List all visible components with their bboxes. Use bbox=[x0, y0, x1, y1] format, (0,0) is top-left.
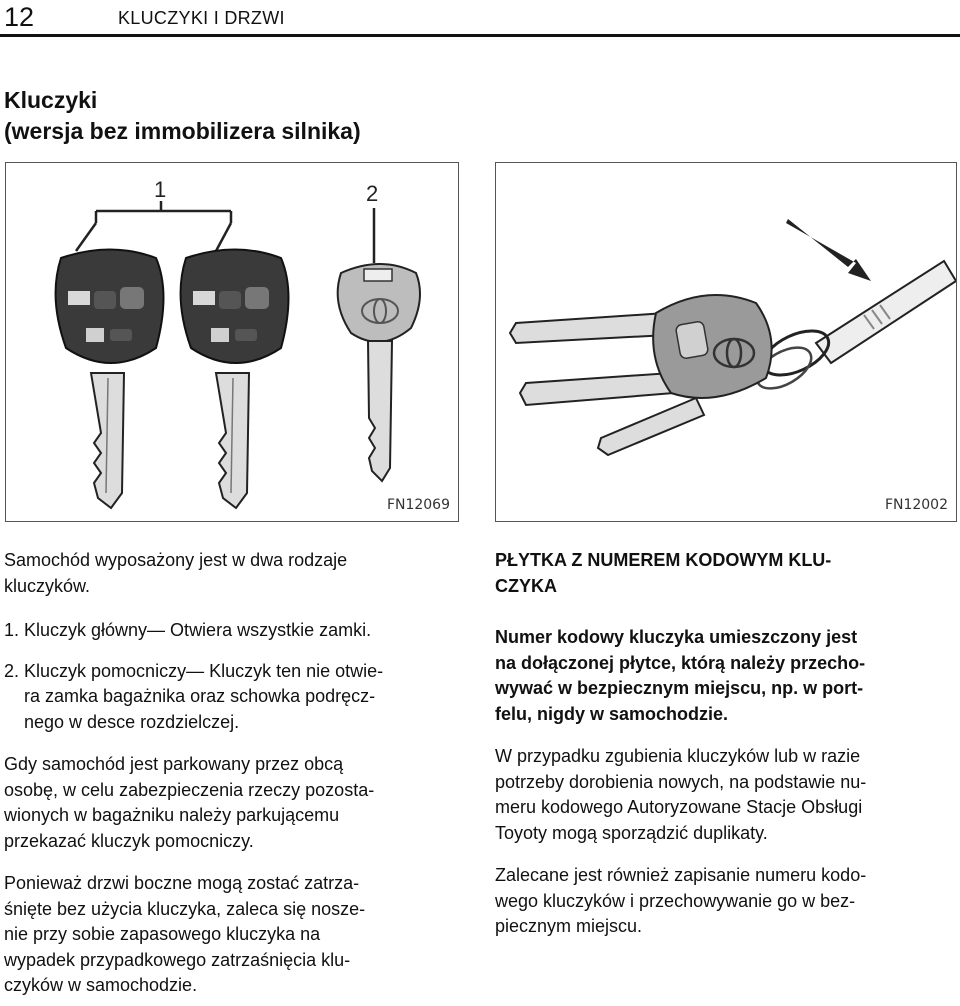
valet-line-4: przekazać kluczyk pomocniczy. bbox=[4, 830, 254, 851]
spare-line-1: Ponieważ drzwi boczne mogą zostać zatrza- bbox=[4, 873, 360, 893]
valet-line-3: wionych w bagażniku należy parkującemu bbox=[4, 805, 340, 825]
list-item-2-line3: nego w desce rozdzielczej. bbox=[24, 711, 240, 732]
spare-line-3: nie przy sobie zapasowego kluczyka na bbox=[4, 924, 321, 944]
header-rule bbox=[0, 34, 960, 37]
list-item-2-line2: ra zamka bagażnika oraz schowka podręcz- bbox=[24, 686, 376, 706]
left-column bbox=[4, 548, 449, 999]
spare-line-4: wypadek przypadkowego zatrzaśnięcia klu- bbox=[4, 949, 351, 970]
page-header bbox=[0, 0, 960, 40]
keys-illustration bbox=[6, 163, 458, 521]
right-column bbox=[495, 548, 955, 940]
key-blade-3 bbox=[598, 398, 704, 455]
lost-line-3: meru kodowego Autoryzowane Stacje Obsługi bbox=[495, 797, 863, 817]
page-number: 12 bbox=[4, 2, 35, 32]
heading-line-2: CZYKA bbox=[495, 575, 557, 596]
bold-line-2: na dołączonej płytce, którą należy przecho- bbox=[495, 652, 866, 673]
callout-1: 1 bbox=[154, 177, 167, 202]
sub-key bbox=[338, 264, 420, 481]
section-title-line2: (wersja bez immobilizera silnika) bbox=[4, 118, 361, 144]
list-item-2 bbox=[4, 659, 449, 736]
key-number-paragraph bbox=[495, 625, 955, 727]
list-item-1: 1. Kluczyk główny— Otwiera wszystkie zamki. bbox=[4, 620, 372, 640]
intro-line-2: kluczyków. bbox=[4, 575, 91, 596]
intro-line-1: Samochód wyposażony jest w dwa rodzaje bbox=[4, 550, 348, 570]
valet-line-2: osobę, w celu zabezpieczenia rzeczy pozosta- bbox=[4, 779, 375, 800]
key-head-front bbox=[653, 295, 771, 398]
lost-line-4: Toyoty mogą sporządzić duplikaty. bbox=[495, 822, 768, 843]
valet-paragraph bbox=[4, 752, 449, 854]
figure-code-right: FN12002 bbox=[884, 497, 948, 513]
master-key-1 bbox=[56, 250, 164, 509]
keys-figure bbox=[5, 162, 459, 522]
spare-line-2: śnięte bez użycia kluczyka, zaleca się nosze- bbox=[4, 898, 366, 919]
figure-code-left: FN12069 bbox=[386, 497, 450, 513]
record-number-paragraph bbox=[495, 863, 955, 940]
bold-line-3: wywać w bezpiecznym miejscu, np. w port- bbox=[495, 678, 864, 698]
lost-line-2: potrzeby dorobienia nowych, na podstawie nu- bbox=[495, 771, 867, 792]
lost-keys-paragraph bbox=[495, 744, 955, 846]
record-line-1: Zalecane jest również zapisanie numeru kodo- bbox=[495, 865, 867, 885]
bold-line-4: felu, nigdy w samochodzie. bbox=[495, 703, 729, 724]
key-blade-2 bbox=[520, 373, 674, 405]
key-ring-illustration bbox=[496, 163, 956, 521]
record-line-2: wego kluczyków i przechowywanie go w bez- bbox=[495, 890, 856, 911]
lost-line-1: W przypadku zgubienia kluczyków lub w razie bbox=[495, 746, 861, 766]
pointer-arrow bbox=[786, 219, 871, 281]
record-line-3: piecznym miejscu. bbox=[495, 916, 643, 936]
master-key-2 bbox=[181, 250, 289, 509]
valet-line-1: Gdy samochód jest parkowany przez obcą bbox=[4, 754, 344, 774]
key-plate-heading bbox=[495, 548, 955, 599]
section-title-line1: Kluczyki bbox=[4, 87, 98, 113]
running-title: KLUCZYKI I DRZWI bbox=[118, 8, 285, 28]
key-plate-figure bbox=[495, 162, 957, 522]
list-item-2-line1: 2. Kluczyk pomocniczy— Kluczyk ten nie otwie- bbox=[4, 660, 384, 681]
key-blade-1 bbox=[510, 313, 668, 343]
spare-key-paragraph bbox=[4, 871, 449, 999]
section-title bbox=[4, 85, 361, 147]
callout-2: 2 bbox=[366, 181, 379, 206]
heading-line-1: PŁYTKA Z NUMEREM KODOWYM KLU- bbox=[495, 550, 832, 570]
spare-line-5: czyków w samochodzie. bbox=[4, 975, 198, 995]
bold-line-1: Numer kodowy kluczyka umieszczony jest bbox=[495, 627, 858, 647]
